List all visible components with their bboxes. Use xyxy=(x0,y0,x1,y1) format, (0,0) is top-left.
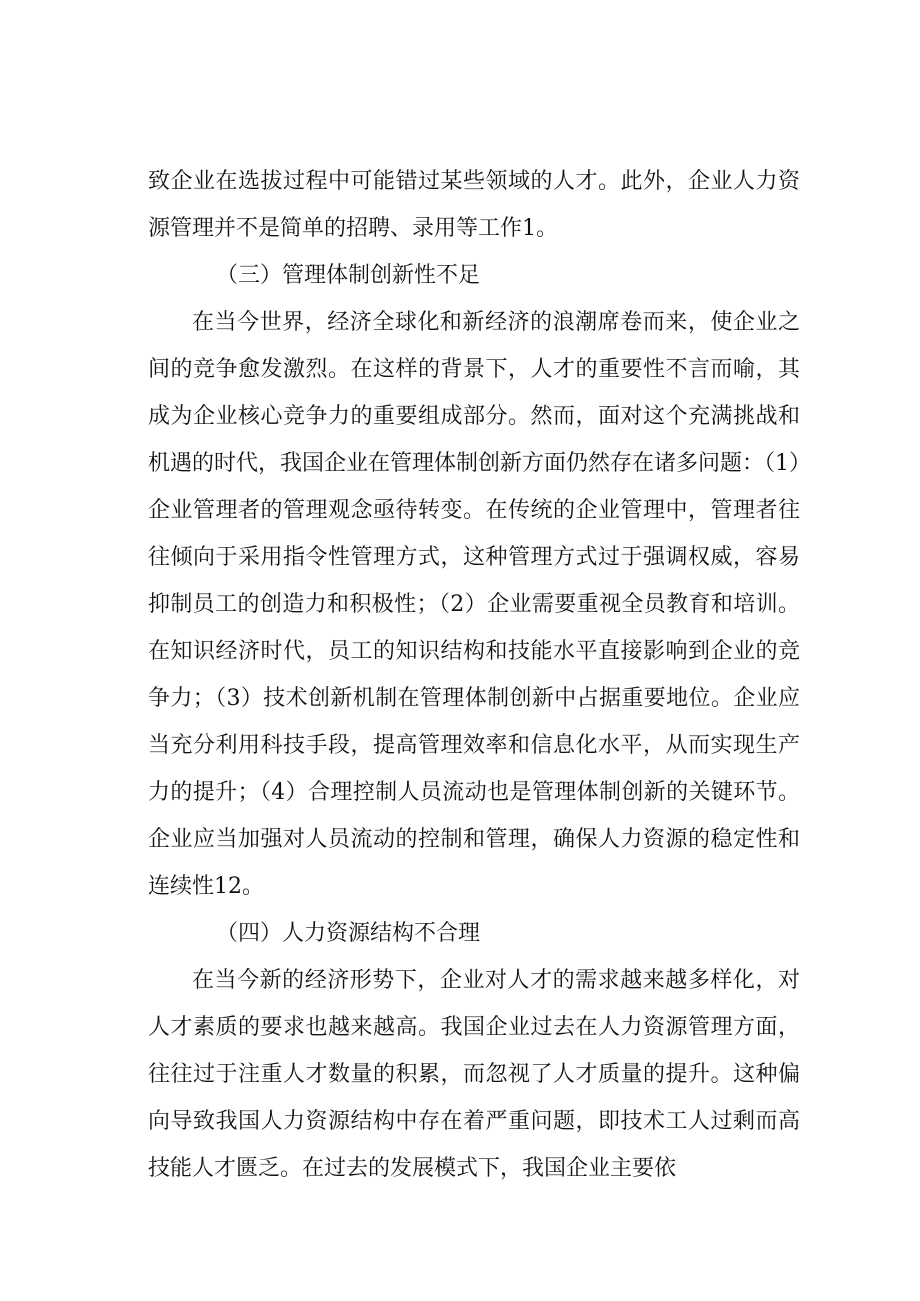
section-heading-4: （四）人力资源结构不合理 xyxy=(216,921,481,946)
document-body xyxy=(148,158,800,1192)
paragraph-hr-structure: 在当今新的经济形势下，企业对人才的需求越来越多样化，对人才素质的要求也越来越高。我国企业过去在人力资源管理方面，往往过于注重人才数量的积累，而忽视了人才质量的提升。这种偏向导致我国人力资源结构中存在着严重问题，即技术工人过剩而高技能人才匮乏。在过去的发展模式下，我国企业主要依 xyxy=(148,968,800,1181)
paragraph-continuation: 致企业在选拔过程中可能错过某些领域的人才。此外，企业人力资源管理并不是简单的招聘、录用等工作1。 xyxy=(148,169,800,241)
paragraph-management-innovation: 在当今世界，经济全球化和新经济的浪潮席卷而来，使企业之间的竞争愈发激烈。在这样的背景下，人才的重要性不言而喻，其成为企业核心竞争力的重要组成部分。然而，面对这个充满挑战和机遇的时代，我国企业在管理体制创新方面仍然存在诸多问题：（1）企业管理者的管理观念亟待转变。在传统的企业管理中，管理者往往倾向于采用指令性管理方式，这种管理方式过于强调权威，容易抑制员工的创造力和积极性；（2）企业需要重视全员教育和培训。在知识经济时代，员工的知识结构和技能水平直接影响到企业的竞争力；（3）技术创新机制在管理体制创新中占据重要地位。企业应当充分利用科技手段，提高管理效率和信息化水平，从而实现生产力的提升；（4）合理控制人员流动也是管理体制创新的关键环节。企业应当加强对人员流动的控制和管理，确保人力资源的稳定性和连续性12。 xyxy=(148,310,800,899)
section-heading-3: （三）管理体制创新性不足 xyxy=(216,263,481,288)
